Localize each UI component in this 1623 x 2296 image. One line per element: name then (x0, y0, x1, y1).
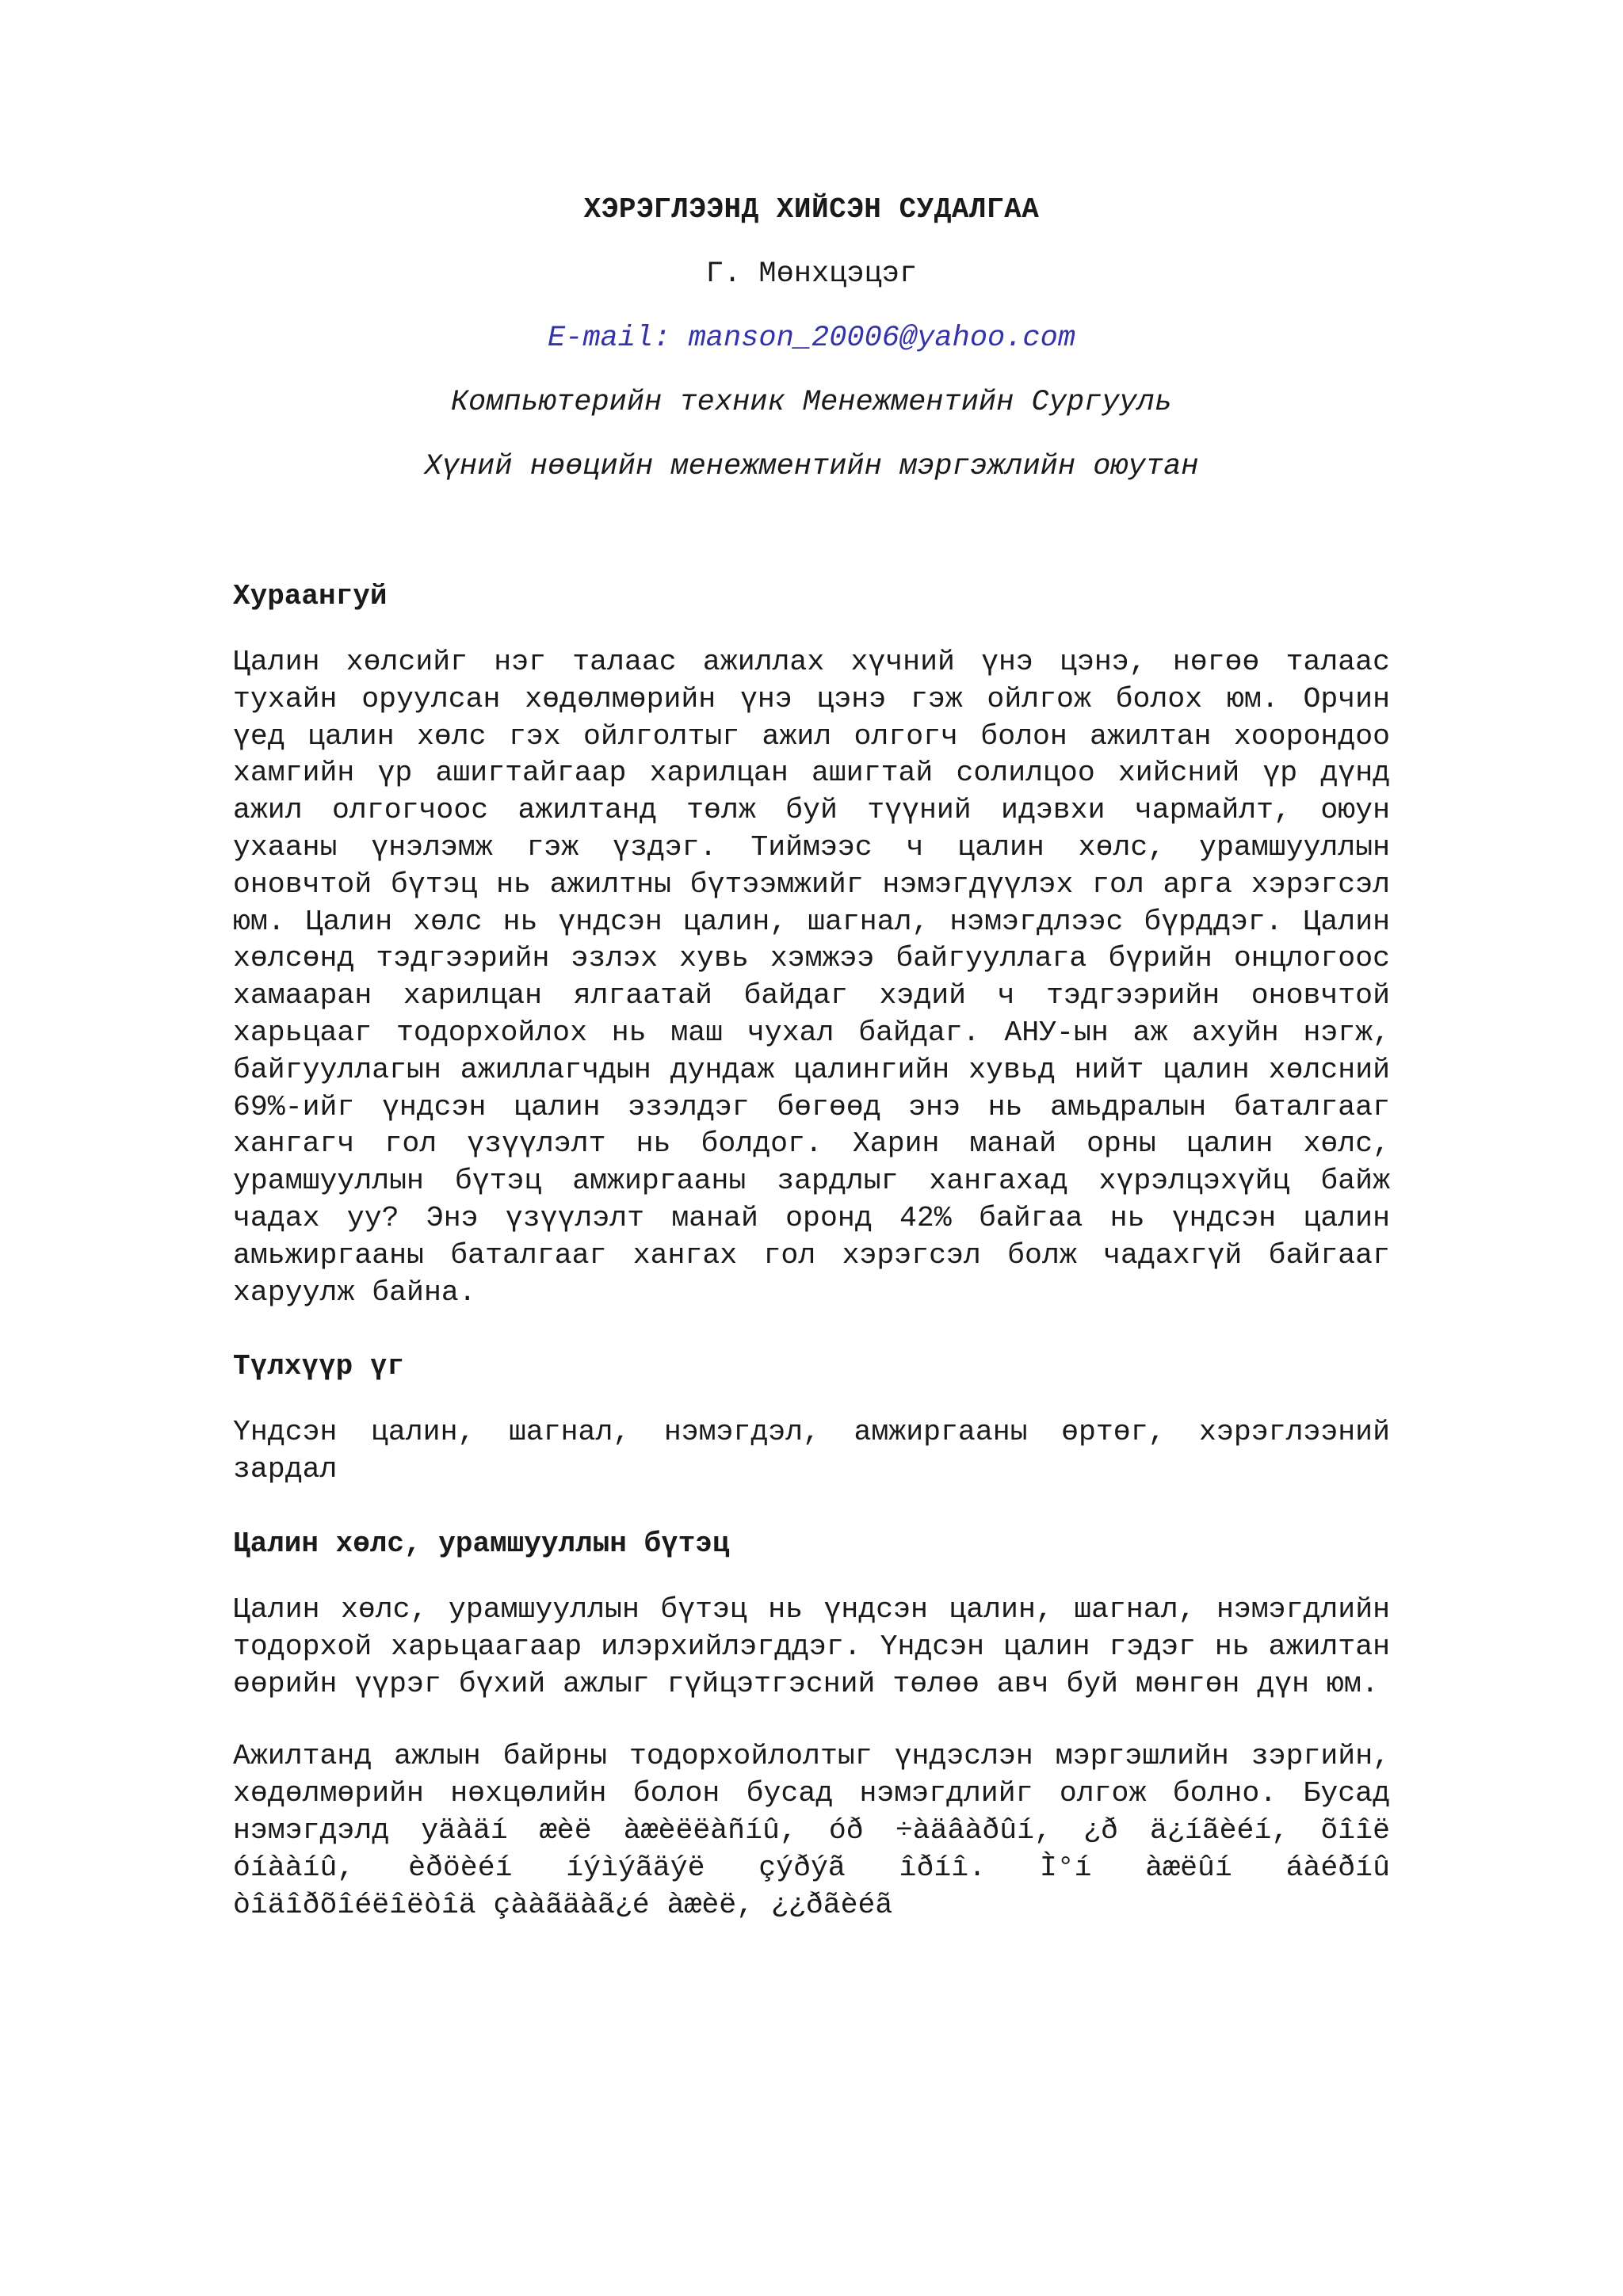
abstract-paragraph: Цалин хөлсийг нэг талаас ажиллах хүчний үнэ цэнэ, нөгөө талаас тухайн оруулсан хөдөлмөрийн үнэ цэнэ гэж ойлгож болох юм. Орчин үед цалин хөлс гэх ойлголтыг ажил олгогч болон ажилтан хоорондоо хамгийн үр ашигтайгаар харилцан ашигтай солилцоо хийсний үр дүнд ажил олгогчоос ажилтанд төлж буй түүний идэвхи чармайлт, оюун ухааны үнэлэмж гэж үздэг. Тиймээс ч цалин хөлс, урамшууллын оновчтой бүтэц нь ажилтны бүтээмжийг нэмэгдүүлэх гол арга хэрэгсэл юм. Цалин хөлс нь үндсэн цалин, шагнал, нэмэгдлээс бүрддэг. Цалин хөлсөнд тэдгээрийн эзлэх хувь хэмжээ байгууллага бүрийн онцлогоос хамааран харилцан ялгаатай байдаг хэдий ч тэдгээрийн оновчтой харьцааг тодорхойлох нь маш чухал байдаг. АНУ-ын аж ахуйн нэгж, байгууллагын ажиллагчдын дундаж цалингийн хувьд нийт цалин хөлсний 69%-ийг үндсэн цалин эзэлдэг бөгөөд энэ нь амьдралын баталгааг хангагч гол үзүүлэлт нь болдог. Харин манай орны цалин хөлс, урамшууллын бүтэц амжиргааны зардлыг хангахад хүрэлцэхүйц байж чадах уу? Энэ үзүүлэлт манай оронд 42% байгаа нь үндсэн цалин амьжиргааны баталгааг хангах гол хэрэгсэл болж чадахгүй байгааг харуулж байна. (233, 646, 1390, 1309)
structure-heading: Цалин хөлс, урамшууллын бүтэц (233, 1527, 730, 1560)
author-name: Г. Мөнхцэцэг (705, 257, 918, 291)
author-school: Компьютерийн техник Менежментийн Сургууль (450, 386, 1173, 419)
keywords-paragraph: Үндсэн цалин, шагнал, нэмэгдэл, амжиргааны өртөг, хэрэглээний зардал (233, 1416, 1390, 1486)
document-title: ХЭРЭГЛЭЭНД ХИЙСЭН СУДАЛГАА (583, 193, 1040, 226)
structure-paragraph-1: Цалин хөлс, урамшууллын бүтэц нь үндсэн цалин, шагнал, нэмэгдлийн тодорхой харьцаагаар илэрхийлэгддэг. Үндсэн цалин гэдэг нь ажилтан өөрийн үүрэг бүхий ажлыг гүйцэтгэсний төлөө авч буй мөнгөн дүн юм. (233, 1592, 1390, 1700)
keywords-heading: Түлхүүр үг (233, 1350, 405, 1383)
document-header (0, 190, 1623, 486)
author-email[interactable]: E-mail: manson_20006@yahoo.com (547, 322, 1076, 355)
abstract-heading: Хураангуй (233, 580, 388, 612)
document-body (233, 577, 1390, 1924)
author-program: Хүний нөөцийн менежментийн мэргэжлийн оюутан (424, 450, 1199, 483)
structure-paragraph-2: Ажилтанд ажлын байрны тодорхойлолтыг үндэслэн мэргэшлийн зэргийн, хөдөлмөрийн нөхцөлийн болон бусад нэмэгдлийг олгож болно. Бусад нэмэгдэлд уäàäí æèë àæèëëàñíû, óð ÷àäâàðûí, ¿ð ä¿íãèéí, õîîë óíààíû, èðöèéí íýìýãäýë çýðýã îðíî. Ì°í àæëûí áàéðíû òîäîðõîéëîëòîä çààãäàã¿é àæèë, ¿¿ðãèéã (233, 1740, 1390, 1921)
